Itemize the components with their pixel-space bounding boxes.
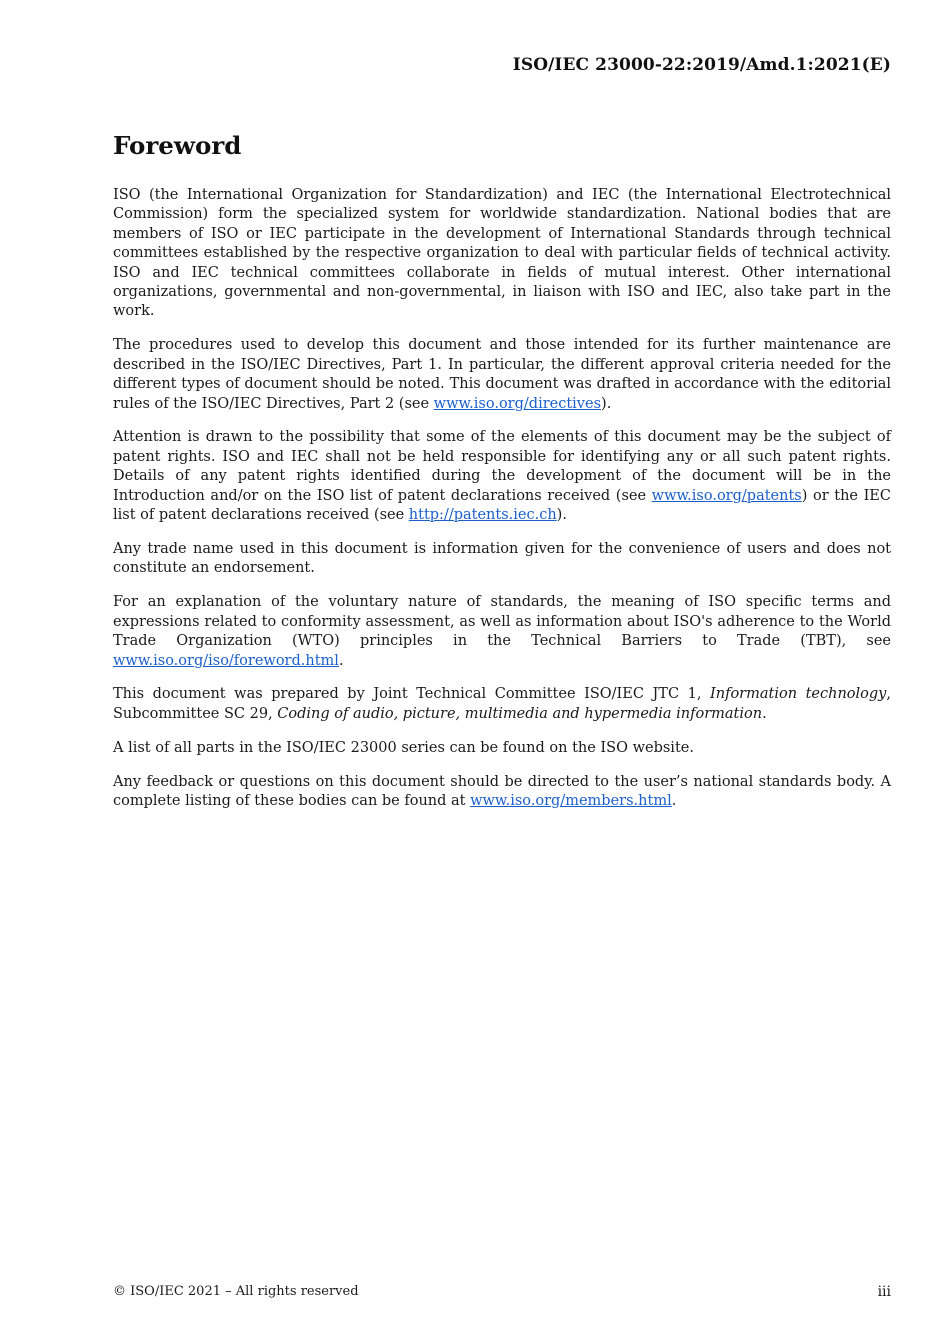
subcommittee-title: Coding of audio, picture, multimedia and hypermedia information <box>277 705 763 722</box>
page-title: Foreword <box>113 131 242 160</box>
paragraph-series-list: A list of all parts in the ISO/IEC 23000 series can be found on the ISO website. <box>113 739 694 756</box>
paragraph-procedures <box>113 336 891 414</box>
paragraph-text: The procedures used to develop this document and those intended for its further maintenance are described in the ISO/IEC Directives, Part 1. In particular, the different approval criteria needed for the different types of document should be noted. This document was drafted in accordance with the editorial rules of the ISO/IEC Directives, Part 2 (see <box>113 337 891 412</box>
paragraph-text: . <box>338 652 344 669</box>
paragraph-trade-name: Any trade name used in this document is information given for the convenience of users and does not constitute an endorsement. <box>113 541 891 577</box>
document-page <box>113 0 891 1344</box>
foreword-link[interactable]: www.iso.org/iso/foreword.html <box>113 652 339 669</box>
paragraph-patents <box>113 428 891 525</box>
paragraph-text: Any feedback or questions on this document should be directed to the user’s national standards body. A complete listing of these bodies can be found at <box>113 773 891 810</box>
paragraph-text: , Subcommittee SC 29, <box>113 686 891 722</box>
directives-link[interactable]: www.iso.org/directives <box>433 395 602 412</box>
members-link[interactable]: www.iso.org/members.html <box>470 793 672 810</box>
paragraph-feedback <box>113 773 891 812</box>
page-number: iii <box>877 1284 891 1300</box>
paragraph-organizations: ISO (the International Organization for Standardization) and IEC (the International Electrotechnical Commission) form the specialized system for worldwide standardization. National bodies that are members of ISO or IEC participate in the development of International Standards through technical committees established by the respective organization to deal with particular fields of technical activity. ISO and IEC technical committees collaborate in fields of mutual interest. Other international organizations, governmental and non-governmental, in liaison with ISO and IEC, also take part in the work. <box>113 187 891 320</box>
paragraph-text: ). <box>601 395 612 412</box>
paragraph-text: . <box>671 793 677 810</box>
paragraph-text: This document was prepared by Joint Technical Committee ISO/IEC JTC 1, <box>113 686 711 703</box>
document-identifier: ISO/IEC 23000-22:2019/Amd.1:2021(E) <box>512 55 891 75</box>
iec-patents-link[interactable]: http://patents.iec.ch <box>408 507 557 524</box>
paragraph-committee <box>113 685 891 724</box>
committee-title: Information technology <box>710 686 887 703</box>
foreword-body <box>113 186 891 826</box>
paragraph-text: For an explanation of the voluntary nature of standards, the meaning of ISO specific terms and expressions related to conformity assessment, as well as information about ISO's adherence to the World Trade Organization (WTO) principles in the Technical Barriers to Trade (TBT), see <box>113 594 891 650</box>
paragraph-text: Attention is drawn to the possibility that some of the elements of this document may be the subject of patent rights. ISO and IEC shall not be held responsible for identifying any or all such patent rights. Details of any patent rights identified during the development of the document will be in the Introduction and/or on the ISO list of patent declarations received (see <box>113 429 891 504</box>
iso-patents-link[interactable]: www.iso.org/patents <box>651 487 802 504</box>
paragraph-text: ) or the IEC list of patent declarations received (see <box>113 487 891 524</box>
paragraph-voluntary-nature <box>113 593 891 671</box>
paragraph-text: . <box>762 705 767 722</box>
copyright-notice: © ISO/IEC 2021 – All rights reserved <box>113 1284 359 1299</box>
paragraph-text: ). <box>556 507 567 524</box>
